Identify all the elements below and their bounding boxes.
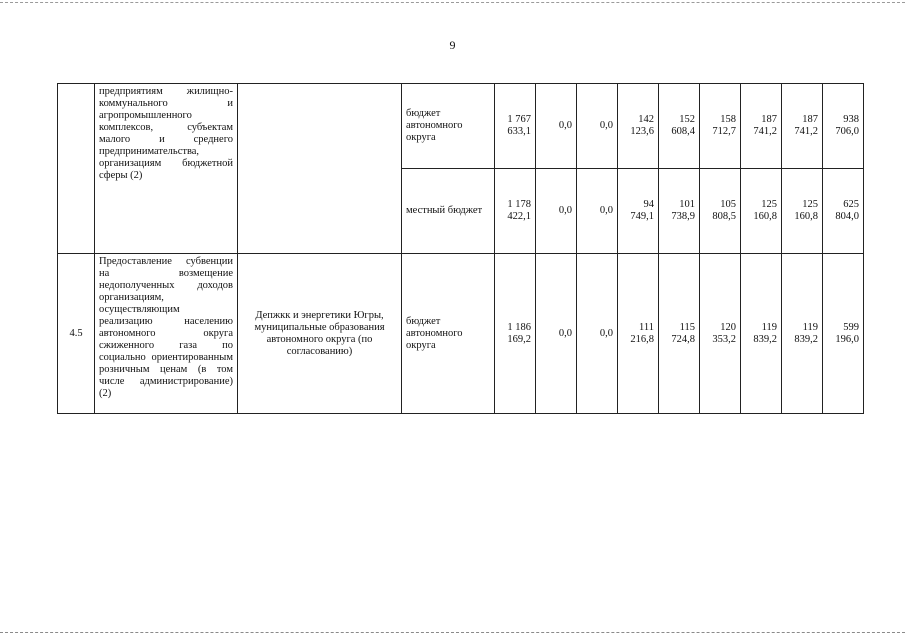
total-cell: 1 178 422,1 (495, 169, 536, 254)
funding-source-cell: местный бюджет (402, 169, 495, 254)
total-cell: 1 767 633,1 (495, 84, 536, 169)
year-value-cell: 111 216,8 (618, 254, 659, 414)
year-value-cell: 119 839,2 (741, 254, 782, 414)
year-value-cell: 0,0 (577, 254, 618, 414)
year-value-cell: 0,0 (577, 169, 618, 254)
row-number-cell: 4.5 (58, 254, 95, 414)
funding-source-cell: бюджет автономного округа (402, 254, 495, 414)
table-row (58, 254, 864, 414)
year-value-cell: 119 839,2 (782, 254, 823, 414)
year-value-cell: 187 741,2 (741, 84, 782, 169)
year-value-cell: 125 160,8 (782, 169, 823, 254)
year-value-cell: 0,0 (536, 84, 577, 169)
funding-source-cell: бюджет автономного округа (402, 84, 495, 169)
year-value-cell: 938 706,0 (823, 84, 864, 169)
year-value-cell: 158 712,7 (700, 84, 741, 169)
responsible-cell: Депжкк и энергетики Югры, муниципальные образования автономного округа (по согласованию) (238, 254, 402, 414)
year-value-cell: 625 804,0 (823, 169, 864, 254)
measure-name-cell: предприятиям жилищно-коммунального и агропромышленного комплексов, субъектам малого и среднего предпринимательства, организациям бюджетной сферы (2) (95, 84, 238, 254)
total-cell: 1 186 169,2 (495, 254, 536, 414)
year-value-cell: 187 741,2 (782, 84, 823, 169)
year-value-cell: 120 353,2 (700, 254, 741, 414)
year-value-cell: 0,0 (536, 169, 577, 254)
measure-name-cell: Предоставление субвенции на возмещение недополученных доходов организациям, осуществляющим реализацию населению автономного округа сжиженного газа по социально ориентированным розничным ценам (в том числе администрирование) (2) (95, 254, 238, 414)
year-value-cell: 115 724,8 (659, 254, 700, 414)
responsible-cell (238, 84, 402, 254)
year-value-cell: 125 160,8 (741, 169, 782, 254)
row-number-cell (58, 84, 95, 254)
year-value-cell: 0,0 (536, 254, 577, 414)
year-value-cell: 0,0 (577, 84, 618, 169)
scan-bottom-edge (0, 632, 905, 633)
budget-table (57, 83, 864, 414)
year-value-cell: 101 738,9 (659, 169, 700, 254)
year-value-cell: 94 749,1 (618, 169, 659, 254)
table-row (58, 84, 864, 169)
year-value-cell: 142 123,6 (618, 84, 659, 169)
year-value-cell: 599 196,0 (823, 254, 864, 414)
year-value-cell: 152 608,4 (659, 84, 700, 169)
scan-top-edge (0, 2, 905, 3)
year-value-cell: 105 808,5 (700, 169, 741, 254)
page-number: 9 (449, 38, 456, 52)
